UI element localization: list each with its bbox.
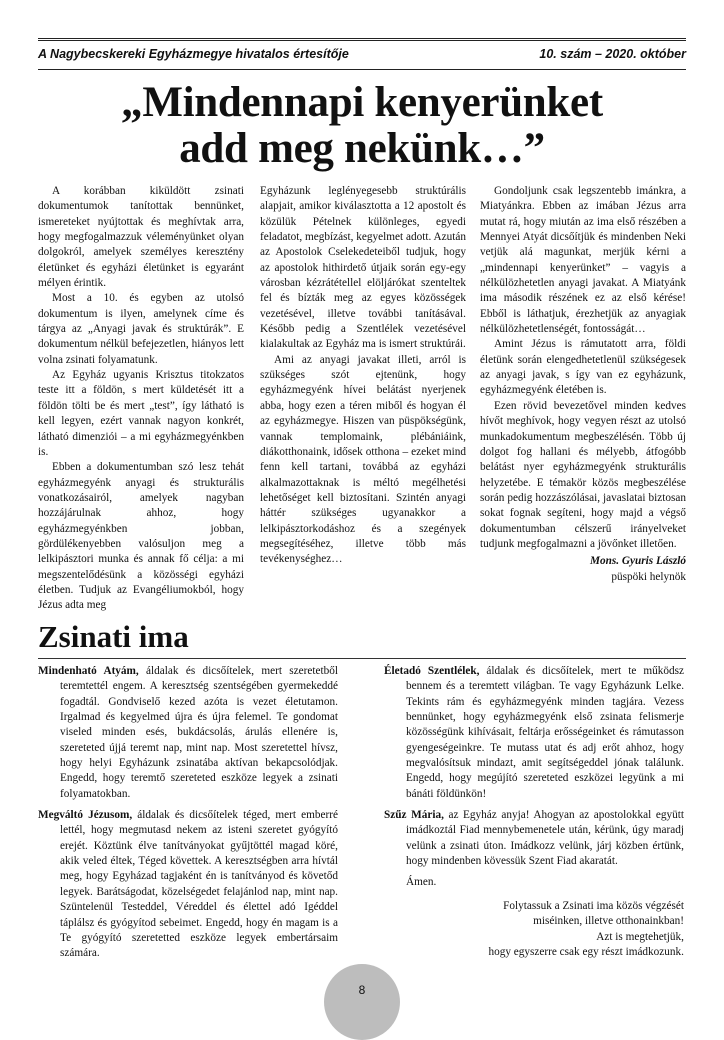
article-column-3 [480,184,686,585]
signature-name: Mons. Gyuris László [590,555,686,568]
prayer-text: áldalak és dicsőítelek téged, mert emberré lettél, hogy megmutasd nekem az isteni szeretet gyógyító erejét. Köztünk élve tanítványokat gyűjtöttél magad köré, akik veled éltek, Téged követtek. A keresztségben arra hívtál meg, hogy Egyházad tagjaként én is tanítványod és követőd legyek. Barátságodat, közelségedet felajánlod nap, mint nap. Szüntelenül Testeddel, Véreddel és élettel adó Igéddel táplálsz és gyógyítod sebeimet. Engedd, hogy én magam is a Te gyógyító szeretetted eszköze legyek embertársaim számára. [60,809,338,960]
section-rule [38,658,686,659]
publication-name: A Nagybecskereki Egyházmegye hivatalos értesítője [38,47,349,61]
prayer-invocation: Mindenható Atyám, [38,665,139,677]
article-title-line-2: add meg nekünk…” [179,125,545,172]
page-number: 8 [358,983,366,997]
article-paragraph: Az Egyház ugyanis Krisztus titokzatos teste itt a földön, s mert küldetését itt a földön tölti be és mert „test”, így látható is kell legyen, ezért vannak nagyon konkrét, látható dimenziói – a mi egyházmegyénkben is. [38,369,244,458]
prayer-note-line: Azt is megtehetjük, [596,930,684,943]
article-paragraph: Ezen rövid bevezetővel minden kedves hívőt meghívok, hogy vegyen részt az utolsó munkadokumentum megbeszélésén. Több új dolgot fog hallani és mélyebb, átfogóbb belátást nyer egyházmegyénk strukturális helyzetébe. E témakör közös megbeszélése során pedig hozzászólásai, javaslatai biztosan sokat fognak segíteni, hogy majd a végső dokumentumban célszerű irányelveket tudjunk megfogalmazni a jövőnket illetően. [480,399,686,550]
article-paragraph: Ebben a dokumentumban szó lesz tehát egyházmegyénk anyagi és strukturális vonatkozásairól, amelyek nagyban hozzájárulnak ahhoz, hogy egyházmegyénkben jobban, gördülékenyebben valósuljon meg a lelkipásztori munka és annak fő célja: a mi megszentelődésünk a közösségi egyházi életben. Tudjuk az Evangéliumokból, hogy Jézus adta meg [38,461,244,612]
article-column-2 [260,184,466,568]
article-title-line-1: „Mindennapi kenyerünket [121,79,603,126]
issue-info: 10. szám – 2020. október [539,47,686,61]
prayer-note-line: miséinken, illetve otthonainkban! [533,915,684,928]
prayer-section-title: Zsinati ima [38,619,189,654]
article-paragraph: Gondoljunk csak legszentebb imánkra, a Miatyánkra. Ebben az imában Jézus arra mutat rá, hogy miután az ima első részében a Mennyei Atyát dicsőítjük és mindenben Neki vetjük alá magunkat, merjük kérni a „mindennapi kenyerünket” – vagyis a nélkülözhetetlen anyagi javakat. A Miatyánk ima második részének ez az első kérése! Ebből is láthatjuk, érezhetjük az anyagiak nélkülözhetetlenségét, fontosságát… [480,185,686,336]
prayer-paragraph-spirit [384,664,684,802]
article-title [38,80,686,172]
prayer-paragraph-father [38,664,338,802]
prayer-note [384,899,684,960]
prayer-text: az Egyház anyja! Ahogyan az apostolokkal együtt imádkoztál Fiad mennybemenetele után, kérünk, úgy maradj velünk a zsinati úton. Imádkozz velünk, járj közben értünk, hogy mindenben kövessük Szent Fiad akaratát. [406,809,684,868]
signature-role: püspöki helynök [611,570,686,583]
page-number-circle [324,964,400,1040]
prayer-text: áldalak és dicsőítelek, mert szeretetből teremtettél engem. A keresztség szentségében gyermekeddé fogadtál. Gondviselő kezed azóta is vezet életutamon. Irgalmad és kegyelmed újra és újra felemel. Te gondomat viseled minden esés, bukdácsolás, árulás ellenére is, szereteted újjá teremt nap, mint nap. Most szeretettel hívsz, hogy helyi Egyházunk zsinatába aktívan bekapcsolódjak. Engedd, hogy teremtő szereteted eszköze legyek a zsinati folyamatokban. [60,665,338,800]
prayer-invocation: Szűz Mária, [384,809,444,822]
prayer-note-line: hogy egyszerre csak egy részt imádkozunk. [488,945,684,958]
article-paragraph: Amint Jézus is rámutatott arra, földi életünk során elengedhetetlenül szükségesek az anyagi javak, s így van ez egyházunk, egyházmegyénk életében is. [480,338,686,397]
prayer-amen: Ámen. [406,876,437,889]
prayer-note-line: Folytassuk a Zsinati ima közös végzését [503,899,684,912]
prayer-column-1 [38,664,338,968]
header-bottom-rule [38,69,686,70]
article-paragraph: Ami az anyagi javakat illeti, arról is szükséges szót ejtenünk, hogy egyházmegyénk hívei belátást nyerjenek abba, hogy ezen a téren miből és hogyan él az egyházmegye. Hiszen van püspökségünk, vannak templomaink, plébániáink, diákotthonaink, idősek otthona – ezeket mind fenn kell tartani, továbbá az egyházi alkalmazottaknak is méltó megélhetési lehetőséget kell biztosítani. Szintén anyagi háttér szükséges ugyanakkor a lelkipásztorkodáshoz és a szegények megsegítéséhez, illetve több más tevékenységhez… [260,353,466,566]
prayer-column-2 [384,664,684,960]
article-column-1 [38,184,244,614]
prayer-text: áldalak és dicsőítelek, mert te működsz bennem és a teremtett világban. Te vagy Egyházunk Lelke. Tekints rám és egyházmegyénk minden tagjára. Vezess bennünket, hogy egyházmegyénk első zsinata felismerje közösségünk kihívásait, feltárja erősségeinket és rámutasson gyengeségeinkre. Te mutass utat és adj erőt ahhoz, hogy megvalósítsuk mindazt, amit segítségeddel jónak találunk. Engedd, hogy megújító szereteted eszközei legyünk a mi bánáti földünkön! [406,665,684,800]
prayer-paragraph-mary [384,808,684,869]
article-paragraph: Egyházunk leglényegesebb struktúrális alapjait, amikor kiválasztotta a 12 apostolt és közülük Pételnek különleges, egyedi feladatot, megbízást, kegyelmet adott. Azután az Apostolok Cselekedeteiből tudjuk, hogy az apostolok hithirdető útjaik során egy-egy városban kézrátétellel elöljárókat szenteltek fel és bízták meg az egyes közösségek vezetésével, illetve további tanításával. Később pedig a Szentlélek vezetésével kialakultak az Egyház ma is ismert struktúrái. [260,185,466,351]
prayer-paragraph-jesus [38,808,338,961]
article-paragraph: Most a 10. és egyben az utolsó dokumentum is ilyen, amelynek címe és tárgya az „Anyagi javak és struktúrák”. E dokumentum nélkül befejezetlen, hiányos lett volna zsinati folyamatunk. [38,292,244,366]
article-paragraph: A korábban kiküldött zsinati dokumentumok tanítottak bennünket, ismereteket nyújtottak és meghívtak arra, hogy megfogalmazzuk véleményünket olyan dolgokról, amelyek személyes keresztény életünket és egyházi életünket is egyaránt mélyen érintik. [38,185,244,290]
prayer-invocation: Életadó Szentlélek, [384,665,480,677]
prayer-invocation: Megváltó Jézusom, [38,809,133,822]
header-top-rule [38,38,686,41]
